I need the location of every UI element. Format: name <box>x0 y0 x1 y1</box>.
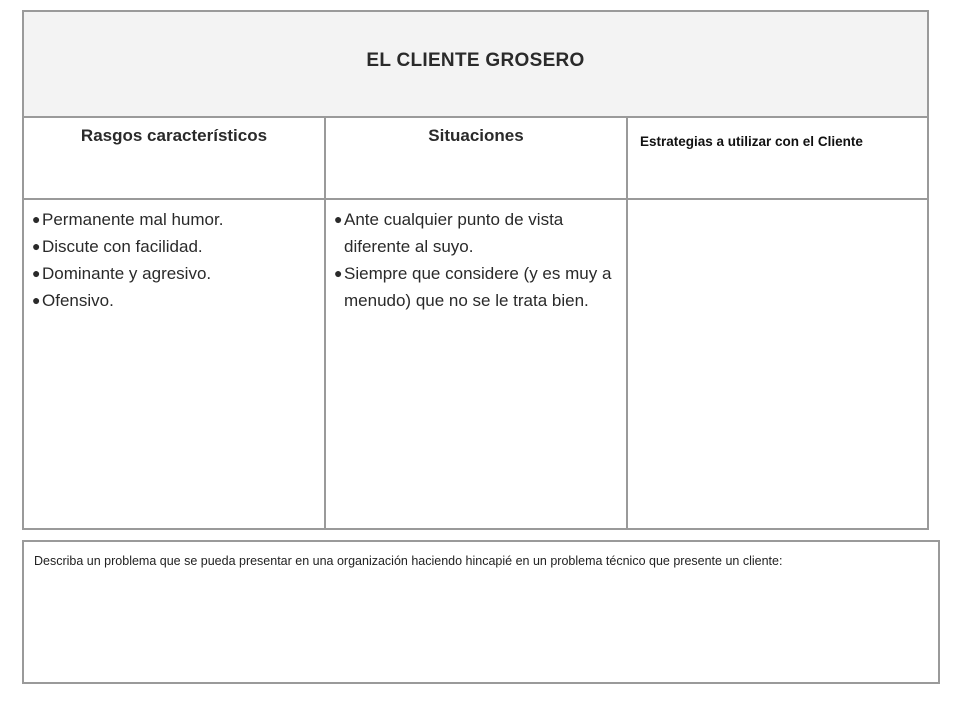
header-situaciones: Situaciones <box>428 126 524 145</box>
bullet-icon: ● <box>334 265 343 281</box>
problem-prompt-box[interactable] <box>22 540 940 684</box>
list-item <box>32 287 318 314</box>
client-table <box>22 10 929 530</box>
header-cell-situaciones <box>326 118 628 198</box>
rasgo-text: Permanente mal humor. <box>42 210 224 229</box>
table-header-row <box>24 118 927 200</box>
header-cell-rasgos <box>24 118 326 198</box>
bullet-icon: ● <box>32 265 41 281</box>
table-title: EL CLIENTE GROSERO <box>366 50 585 71</box>
table-title-row <box>24 12 927 118</box>
rasgos-cell <box>24 200 326 528</box>
rasgo-text: Ofensivo. <box>42 291 114 310</box>
bullet-icon: ● <box>32 211 41 227</box>
header-cell-estrategias <box>628 118 927 198</box>
rasgos-list <box>24 200 324 314</box>
rasgo-text: Dominante y agresivo. <box>42 264 212 283</box>
list-item <box>32 260 318 287</box>
bullet-icon: ● <box>334 211 343 227</box>
header-estrategias: Estrategias a utilizar con el Cliente <box>640 134 863 149</box>
situacion-text: Siempre que considere (y es muy a menudo) que no se le trata bien. <box>344 264 612 310</box>
bullet-icon: ● <box>32 238 41 254</box>
situaciones-cell <box>326 200 628 528</box>
bullet-icon: ● <box>32 292 41 308</box>
rasgo-text: Discute con facilidad. <box>42 237 203 256</box>
problem-prompt: Describa un problema que se pueda presentar en una organización haciendo hincapié en un problema técnico que presente un cliente: <box>34 554 783 568</box>
estrategias-cell[interactable] <box>628 200 927 528</box>
list-item <box>334 206 620 260</box>
situacion-text: Ante cualquier punto de vista diferente al suyo. <box>344 210 564 256</box>
list-item <box>334 260 620 314</box>
situaciones-list <box>326 200 626 314</box>
header-rasgos: Rasgos característicos <box>80 126 268 145</box>
list-item <box>32 233 318 260</box>
table-body-row <box>24 200 927 528</box>
list-item <box>32 206 318 233</box>
